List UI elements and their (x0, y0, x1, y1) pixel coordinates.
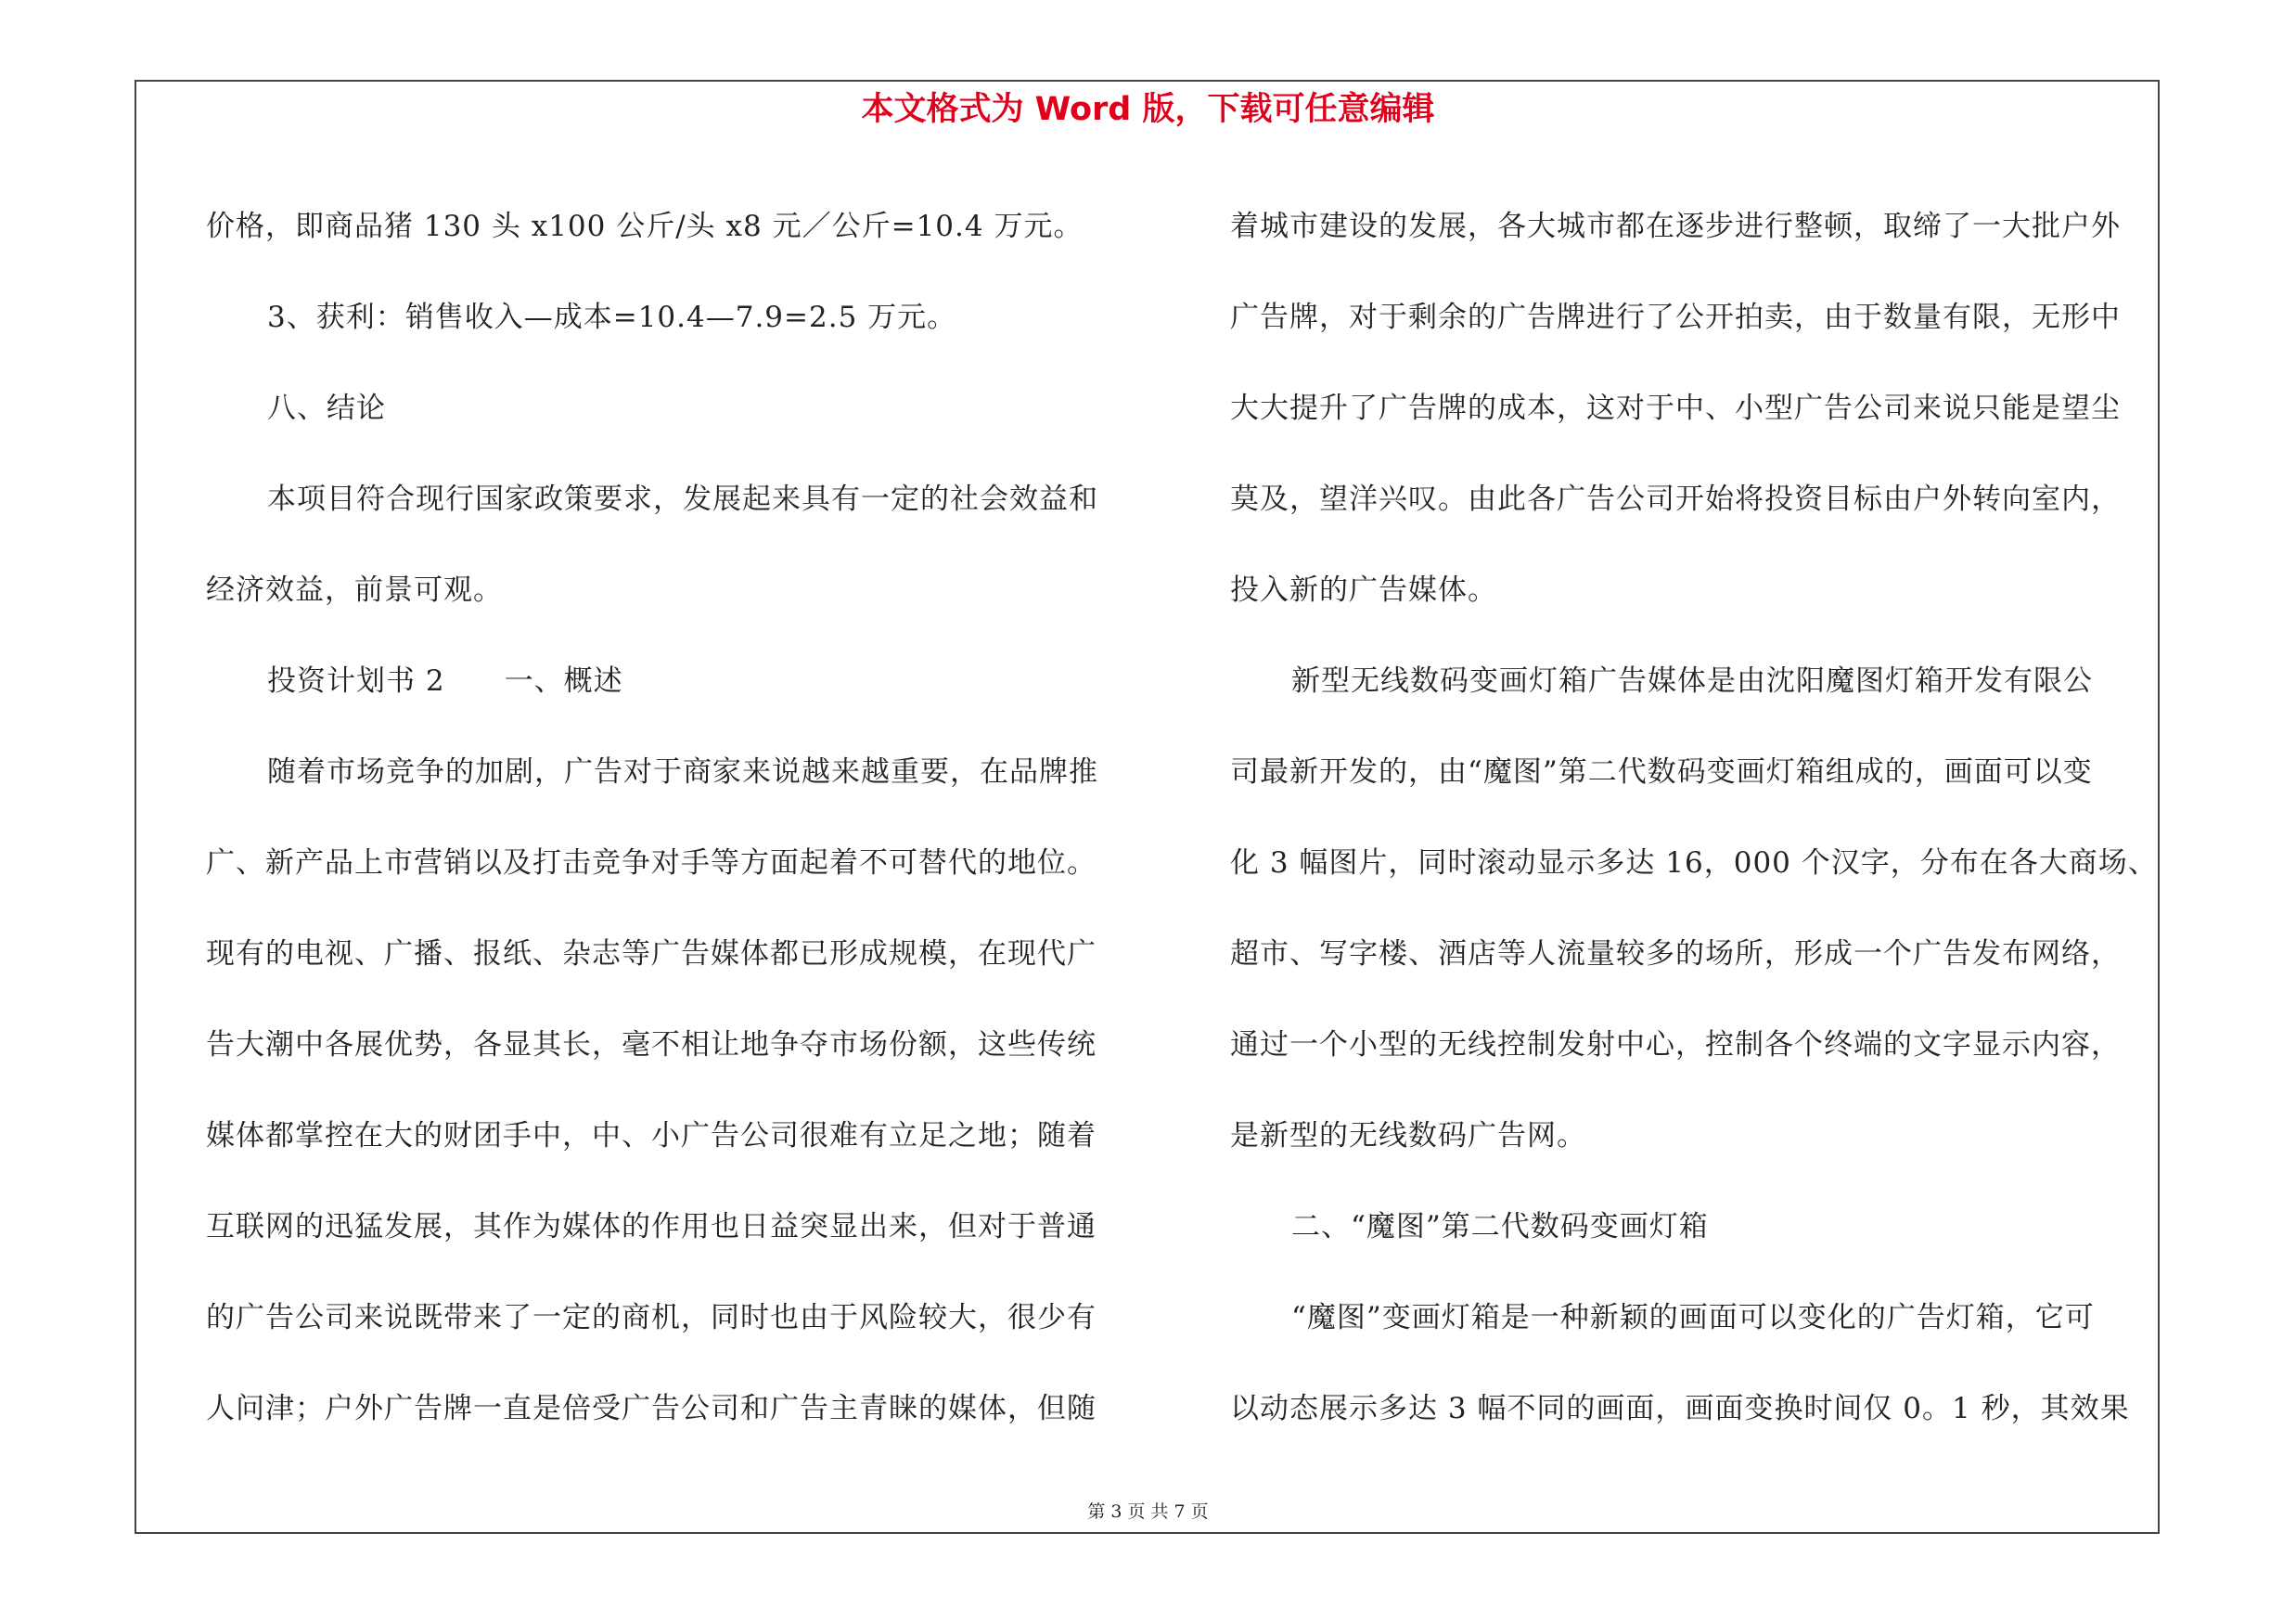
left-line-1: 3、获利：销售收入—成本=10.4—7.9=2.5 万元。 (267, 301, 957, 334)
right-line-6: 司最新开发的，由“魔图”第二代数码变画灯箱组成的，画面可以变 (1230, 755, 2093, 789)
right-line-9: 通过一个小型的无线控制发射中心，控制各个终端的文字显示内容， (1230, 1028, 2121, 1062)
left-line-9: 告大潮中各展优势，各显其长，毫不相让地争夺市场份额，这些传统 (206, 1028, 1097, 1062)
right-line-1: 广告牌，对于剩余的广告牌进行了公开拍卖，由于数量有限，无形中 (1230, 301, 2121, 334)
right-line-7: 化 3 幅图片，同时滚动显示多达 16，000 个汉字，分布在各大商场、 (1230, 846, 2158, 880)
left-line-12: 的广告公司来说既带来了一定的商机，同时也由于风险较大，很少有 (206, 1301, 1097, 1334)
left-line-11: 互联网的迅猛发展，其作为媒体的作用也日益突显出来，但对于普通 (206, 1210, 1097, 1243)
left-column (206, 181, 1134, 1454)
header-banner: 本文格式为 Word 版，下载可任意编辑 (861, 91, 1435, 128)
left-line-5: 投资计划书 2 一、概述 (267, 664, 623, 698)
right-line-0: 着城市建设的发展，各大城市都在逐步进行整顿，取缔了一大批户外 (1230, 210, 2121, 243)
right-line-8: 超市、写字楼、酒店等人流量较多的场所，形成一个广告发布网络， (1230, 937, 2121, 971)
right-column (1230, 181, 2167, 1454)
right-line-11: 二、“魔图”第二代数码变画灯箱 (1291, 1210, 1709, 1243)
right-line-12: “魔图”变画灯箱是一种新颖的画面可以变化的广告灯箱，它可 (1291, 1301, 2095, 1334)
right-line-10: 是新型的无线数码广告网。 (1230, 1119, 1586, 1153)
right-line-4: 投入新的广告媒体。 (1230, 573, 1497, 607)
right-line-2: 大大提升了广告牌的成本，这对于中、小型广告公司来说只能是望尘 (1230, 392, 2121, 425)
page-indicator: 第 3 页 共 7 页 (1087, 1501, 1209, 1522)
left-line-6: 随着市场竞争的加剧，广告对于商家来说越来越重要，在品牌推 (267, 755, 1098, 789)
left-line-3: 本项目符合现行国家政策要求，发展起来具有一定的社会效益和 (267, 483, 1098, 516)
left-line-4: 经济效益，前景可观。 (206, 573, 503, 607)
right-line-5: 新型无线数码变画灯箱广告媒体是由沈阳魔图灯箱开发有限公 (1291, 664, 2093, 698)
left-line-2: 八、结论 (267, 392, 386, 425)
left-line-0: 价格，即商品猪 130 头 x100 公斤/头 x8 元／公斤=10.4 万元。 (206, 210, 1084, 243)
left-line-10: 媒体都掌控在大的财团手中，中、小广告公司很难有立足之地；随着 (206, 1119, 1097, 1153)
right-line-13: 以动态展示多达 3 幅不同的画面，画面变换时间仅 0。1 秒，其效果 (1230, 1392, 2130, 1425)
left-line-13: 人问津；户外广告牌一直是倍受广告公司和广告主青睐的媒体，但随 (206, 1392, 1097, 1425)
right-line-3: 莫及，望洋兴叹。由此各广告公司开始将投资目标由户外转向室内， (1230, 483, 2121, 516)
left-line-8: 现有的电视、广播、报纸、杂志等广告媒体都已形成规模，在现代广 (206, 937, 1097, 971)
left-line-7: 广、新产品上市营销以及打击竞争对手等方面起着不可替代的地位。 (206, 846, 1097, 880)
